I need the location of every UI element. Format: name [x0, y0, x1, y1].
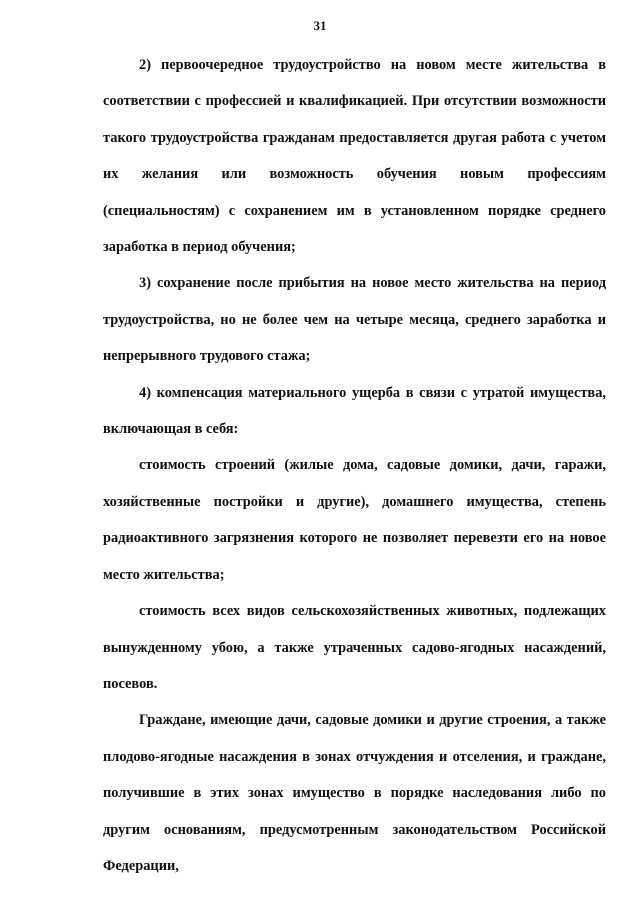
paragraph-buildings-cost: стоимость строений (жилые дома, садовые домики, дачи, гаражи, хозяйственные постройки и другие), домашнего имущества, степень радиоактивного загрязнения которого не позволяет перевезти его на новое место жительства;: [103, 457, 606, 583]
document-body: [103, 47, 606, 884]
page-number: 31: [313, 18, 327, 33]
paragraph-citizens-property: Граждане, имеющие дачи, садовые домики и другие строения, а также плодово-ягодные насаждения в зонах отчуждения и отселения, и граждане, получившие в этих зонах имущество в порядке наследования либо по другим основаниям, предусмотренным законодательством Российской Федерации,: [103, 712, 606, 874]
paragraph-item-3: 3) сохранение после прибытия на новое место жительства на период трудоустройства, но не более чем на четыре месяца, среднего заработка и непрерывного трудового стажа;: [103, 275, 606, 365]
paragraph-item-2: 2) первоочередное трудоустройство на новом месте жительства в соответствии с профессией и квалификацией. При отсутствии возможности такого трудоустройства гражданам предоставляется другая работа с учетом их желания или возможность обучения новым профессиям (специальностям) с сохранением им в установленном порядке среднего заработка в период обучения;: [103, 57, 606, 256]
paragraph-item-4: 4) компенсация материального ущерба в связи с утратой имущества, включающая в себя:: [103, 384, 606, 438]
paragraph-animals-cost: стоимость всех видов сельскохозяйственных животных, подлежащих вынужденному убою, а также утраченных садово-ягодных насаждений, посевов.: [103, 603, 606, 692]
